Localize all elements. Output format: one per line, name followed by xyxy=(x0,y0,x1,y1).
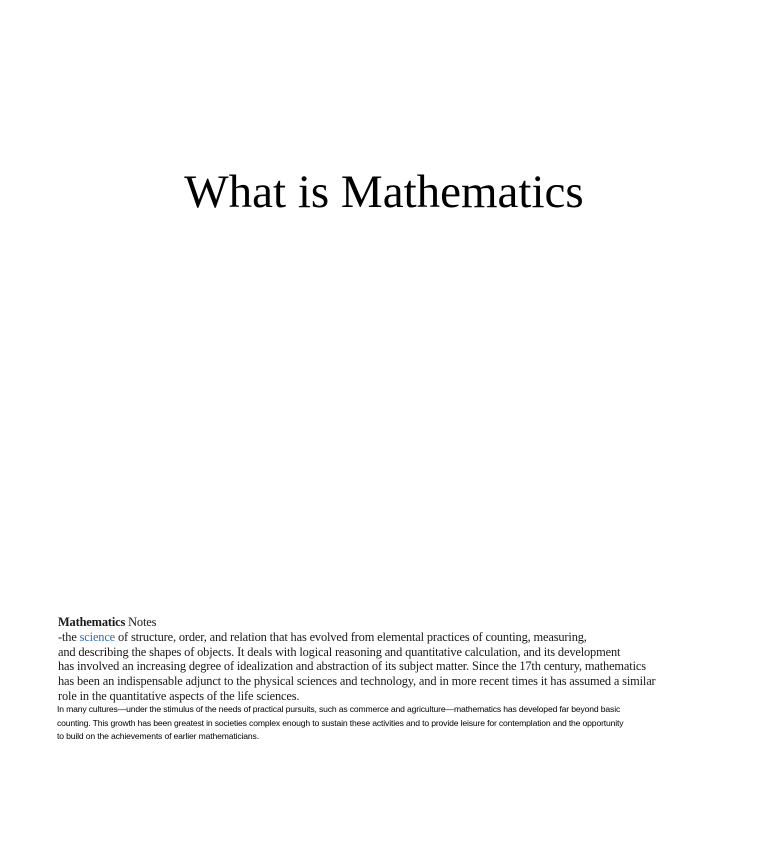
page-title: What is Mathematics xyxy=(184,166,584,218)
notes-heading xyxy=(58,615,738,630)
small-paragraph xyxy=(57,703,737,744)
notes-line-4: has been an indispensable adjunct to the physical sciences and technology, and in more recent times it has assumed a similar xyxy=(58,674,656,689)
notes-line-1-prefix: -the xyxy=(58,629,80,644)
notes-heading-rest: Notes xyxy=(125,615,157,629)
small-paragraph-line-1: In many cultures—under the stimulus of the needs of practical pursuits, such as commerce and agriculture—mathematics has developed far beyond basic xyxy=(57,704,621,714)
notes-heading-bold: Mathematics xyxy=(58,615,126,629)
notes-line-2: and describing the shapes of objects. It deals with logical reasoning and quantitative calculation, and its development xyxy=(58,644,621,659)
science-link[interactable]: science xyxy=(79,629,116,644)
small-paragraph-line-2: counting. This growth has been greatest in societies complex enough to sustain these activities and to provide leisure for contemplation and the opportunity xyxy=(57,717,624,728)
notes-line-1 xyxy=(58,630,738,645)
notes-line-1-suffix: of structure, order, and relation that has evolved from elemental practices of counting, measuring, xyxy=(115,629,587,644)
notes-line-3: has involved an increasing degree of idealization and abstraction of its subject matter. Since the 17th century, mathematics xyxy=(58,659,646,674)
small-paragraph-line-3: to build on the achievements of earlier mathematicians. xyxy=(57,731,259,742)
notes-section xyxy=(58,615,738,704)
notes-line-5: role in the quantitative aspects of the life sciences. xyxy=(58,688,300,703)
